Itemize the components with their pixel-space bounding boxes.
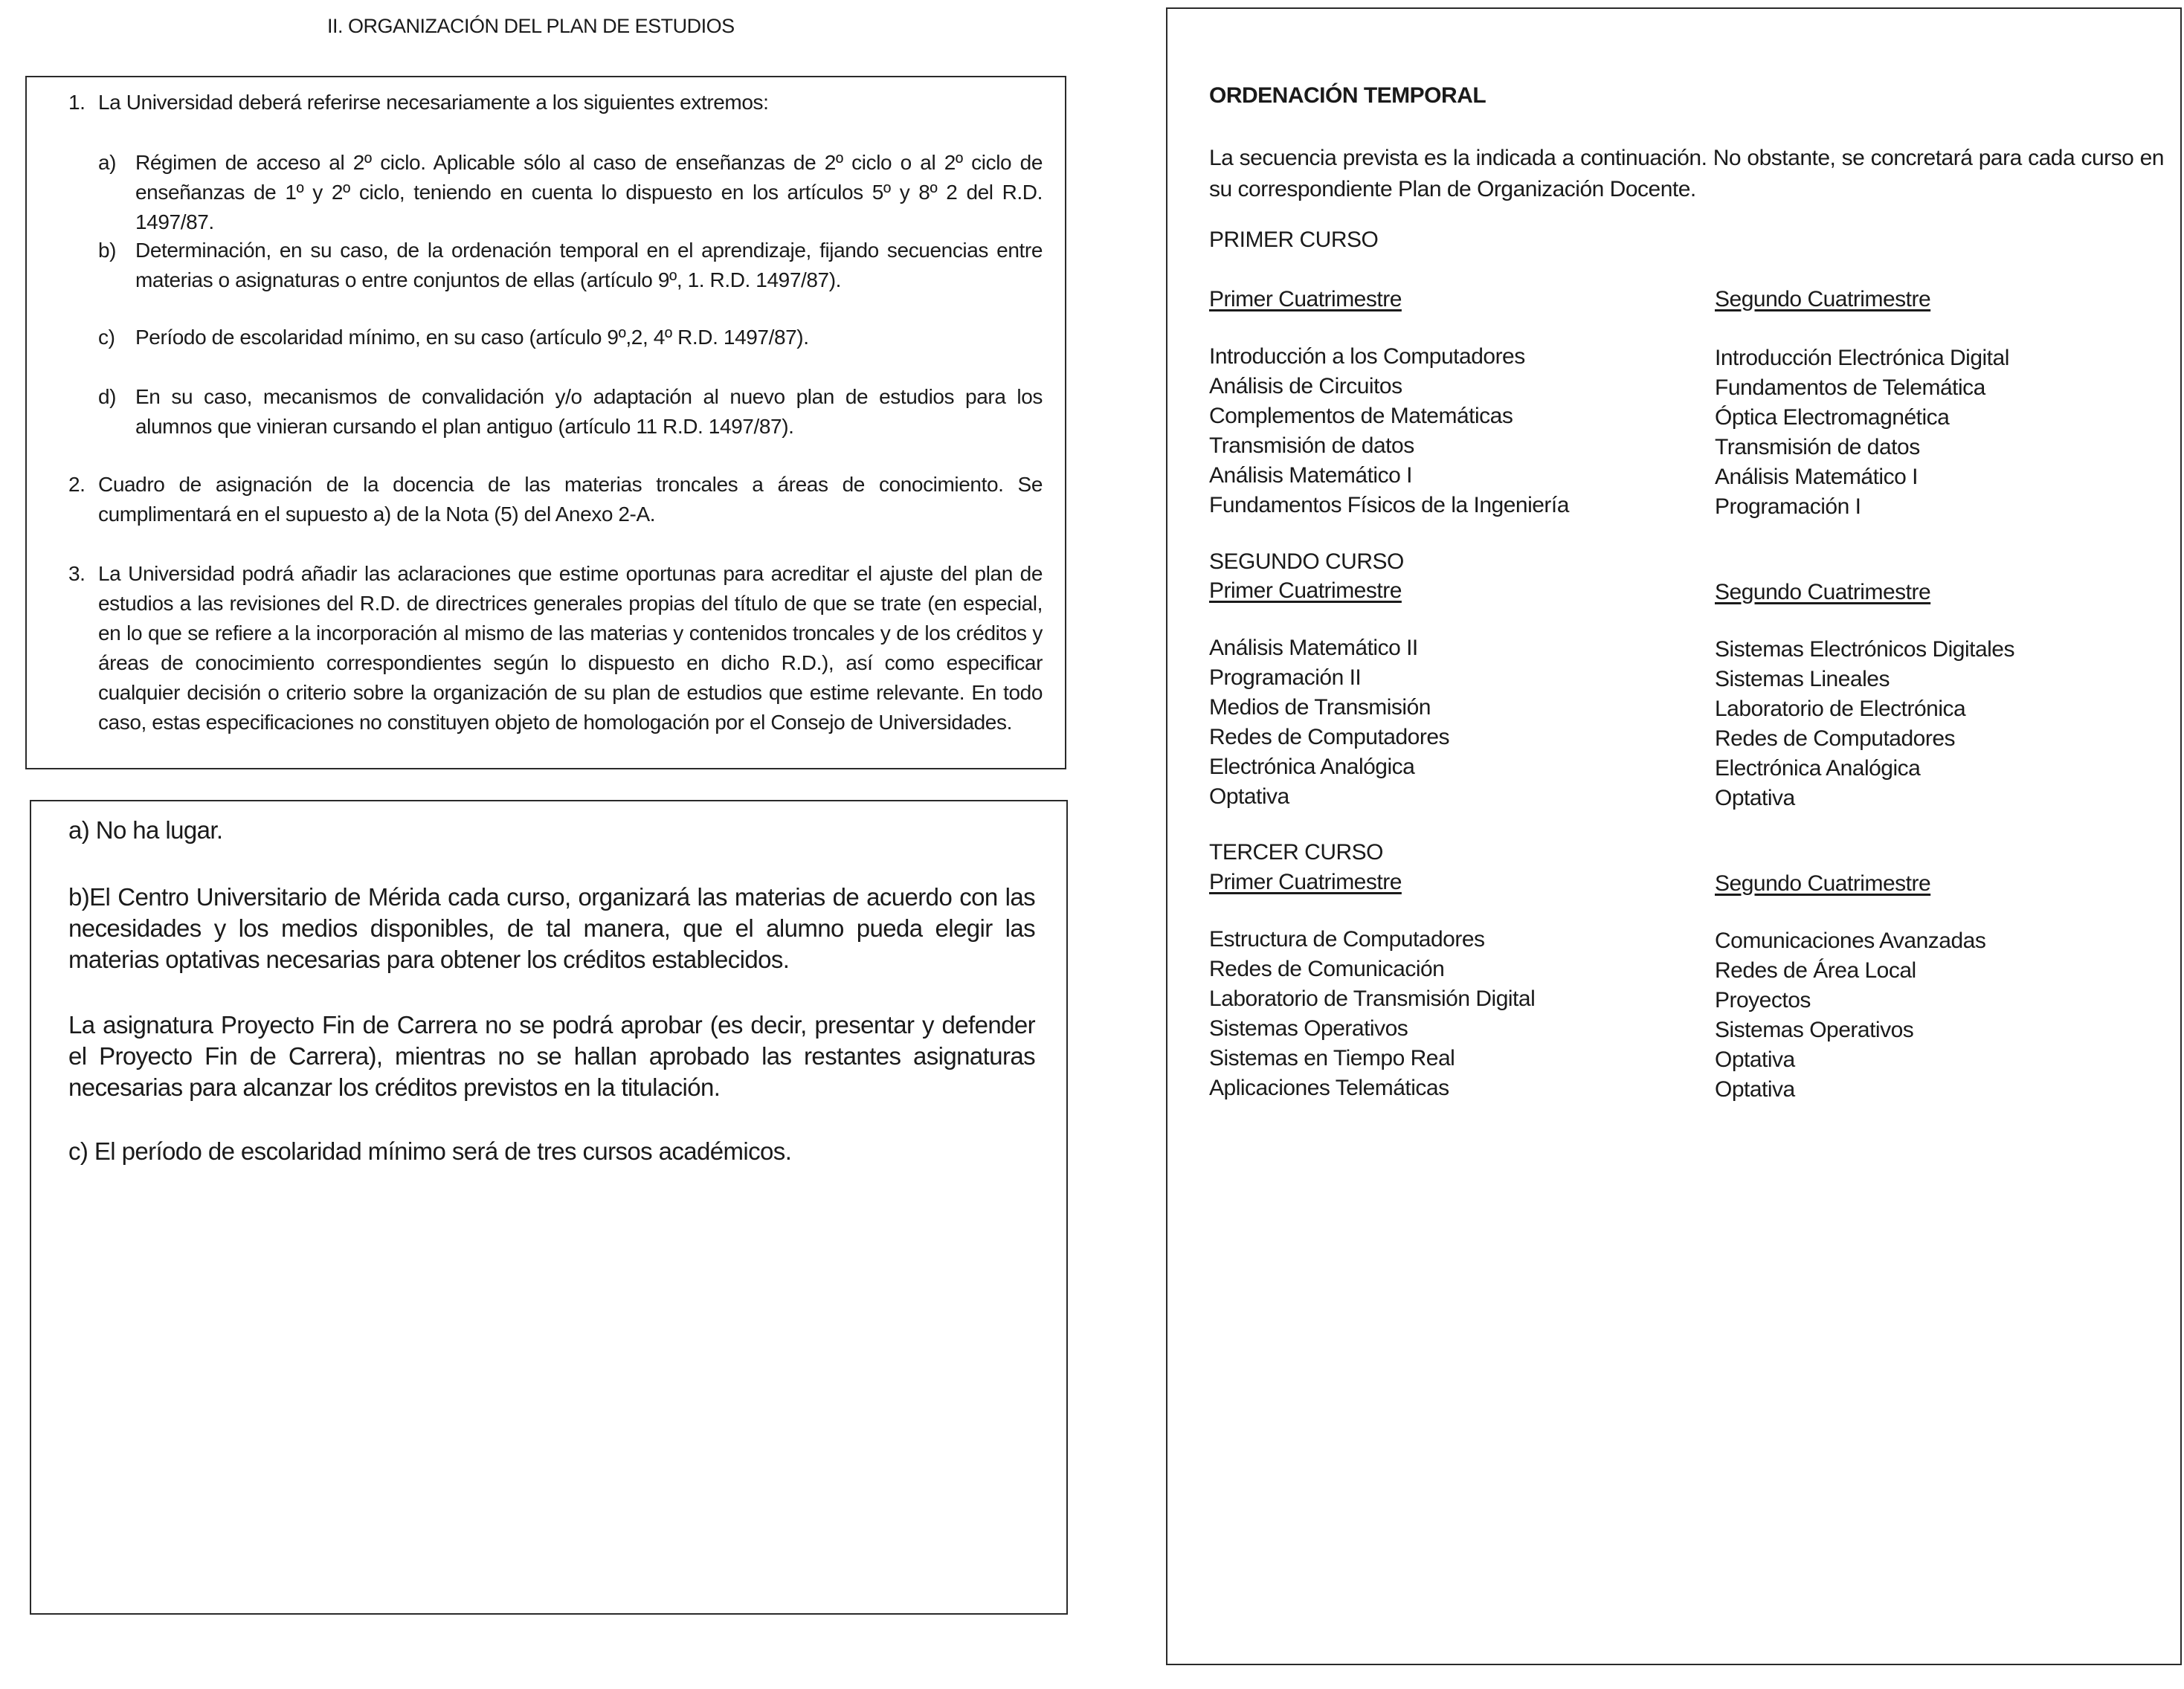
subject: Introducción a los Computadores	[1209, 344, 1525, 369]
subject: Optativa	[1715, 1077, 1795, 1102]
subject: Sistemas Operativos	[1715, 1018, 1914, 1042]
course-3-second-sem-list	[1715, 926, 1985, 1105]
course-2-first-sem-label: Primer Cuatrimestre	[1209, 578, 1402, 603]
subject: Estructura de Computadores	[1209, 927, 1485, 952]
requirement-1c	[98, 323, 1043, 352]
requirement-1b-text: Determinación, en su caso, de la ordenación temporal en el aprendizaje, fijando secuencias entre materias o asignaturas o entre conjuntos de ellas (artículo 9º, 1. R.D. 1497/87).	[135, 239, 1043, 291]
requirement-1-text: La Universidad deberá referirse necesariamente a los siguientes extremos:	[98, 91, 769, 114]
subject: Sistemas Electrónicos Digitales	[1715, 637, 2014, 662]
requirement-3-text: La Universidad podrá añadir las aclaraciones que estime oportunas para acreditar el ajuste del plan de estudios a las revisiones del R.D. de directrices generales propias del título de que se trate (en especial, en lo que se refiere a la incorporación al mismo de las materias y contenidos troncales y de los créditos y áreas de conocimiento correspondientes según lo dispuesto en dicho R.D.), así como especificar cualquier decisión o criterio sobre la organización de su plan de estudios que estime relevante. En todo caso, estas especificaciones no constituyen objeto de homologación por el Consejo de Universidades.	[98, 562, 1043, 734]
requirement-1a-text: Régimen de acceso al 2º ciclo. Aplicable sólo al caso de enseñanzas de 2º ciclo o al 2º ciclo de enseñanzas de 1º y 2º ciclo, teniendo en cuenta lo dispuesto en los artículos 5º y 8º 2 del R.D. 1497/87.	[135, 151, 1043, 233]
subject: Aplicaciones Telemáticas	[1209, 1076, 1449, 1100]
answer-a: a) No ha lugar.	[68, 816, 223, 844]
answer-proyecto: La asignatura Proyecto Fin de Carrera no se podrá aprobar (es decir, presentar y defender el Proyecto Fin de Carrera), mientras no se hallan aprobado las restantes asignaturas necesarias para alcanzar los créditos previstos en la titulación.	[68, 1011, 1035, 1101]
requirement-1c-text: Período de escolaridad mínimo, en su caso (artículo 9º,2, 4º R.D. 1497/87).	[135, 326, 809, 349]
subject: Proyectos	[1715, 988, 1811, 1013]
course-2-second-sem-list	[1715, 635, 2014, 813]
answer-c: c) El período de escolaridad mínimo será de tres cursos académicos.	[68, 1137, 792, 1165]
requirement-1-number: 1.	[68, 91, 86, 114]
course-1-second-sem-label: Segundo Cuatrimestre	[1715, 287, 1931, 311]
course-2-title: SEGUNDO CURSO	[1209, 549, 1404, 574]
subject: Análisis de Circuitos	[1209, 374, 1402, 398]
requirement-2-text: Cuadro de asignación de la docencia de las materias troncales a áreas de conocimiento. Se cumplimentará en el supuesto a) de la Nota (5) del Anexo 2-A.	[98, 473, 1043, 526]
answer-b: b)El Centro Universitario de Mérida cada curso, organizará las materias de acuerdo con las necesidades y los medios disponibles, de tal manera, que el alumno pueda elegir las materias optativas necesarias para obtener los créditos establecidos.	[68, 883, 1035, 973]
course-1-title: PRIMER CURSO	[1209, 227, 1379, 252]
ordenacion-box	[1166, 7, 2182, 1665]
subject: Redes de Área Local	[1715, 958, 1916, 983]
subject: Análisis Matemático I	[1209, 463, 1412, 488]
requirement-1d-letter: d)	[98, 385, 117, 408]
subject: Programación II	[1209, 665, 1362, 690]
subject: Transmisión de datos	[1715, 435, 1920, 459]
subject: Redes de Computadores	[1715, 726, 1956, 751]
course-2-first-sem-list	[1209, 633, 1449, 812]
course-1-first-sem-label: Primer Cuatrimestre	[1209, 287, 1402, 311]
subject: Complementos de Matemáticas	[1209, 404, 1513, 428]
subject: Transmisión de datos	[1209, 433, 1414, 458]
subject: Optativa	[1715, 1047, 1795, 1072]
subject: Optativa	[1209, 784, 1289, 809]
requirement-1c-letter: c)	[98, 326, 115, 349]
subject: Sistemas Operativos	[1209, 1016, 1408, 1041]
subject: Comunicaciones Avanzadas	[1715, 929, 1986, 953]
subject: Laboratorio de Electrónica	[1715, 697, 1966, 721]
subject: Introducción Electrónica Digital	[1715, 346, 2009, 370]
subject: Laboratorio de Transmisión Digital	[1209, 986, 1536, 1011]
subject: Análisis Matemático II	[1209, 636, 1418, 660]
requirement-1a-letter: a)	[98, 151, 117, 174]
ordenacion-intro: La secuencia prevista es la indicada a continuación. No obstante, se concretará para cada curso en su correspondiente Plan de Organización Docente.	[1209, 146, 2164, 201]
subject: Electrónica Analógica	[1715, 756, 1921, 781]
requirement-2-number: 2.	[68, 473, 86, 496]
requirements-box	[25, 76, 1066, 769]
requirement-1	[68, 88, 1043, 117]
subject: Fundamentos de Telemática	[1715, 375, 1985, 400]
course-3-title: TERCER CURSO	[1209, 840, 1384, 865]
requirement-1b	[98, 236, 1043, 295]
subject: Electrónica Analógica	[1209, 755, 1415, 779]
course-3-first-sem-list	[1209, 925, 1535, 1103]
requirement-1d	[98, 382, 1043, 442]
ordenacion-heading: ORDENACIÓN TEMPORAL	[1209, 83, 1486, 108]
requirement-1d-text: En su caso, mecanismos de convalidación y/o adaptación al nuevo plan de estudios para los alumnos que vinieran cursando el plan antiguo (artículo 11 R.D. 1497/87).	[135, 385, 1043, 438]
answers-box	[30, 800, 1068, 1615]
course-3-second-sem-label: Segundo Cuatrimestre	[1715, 871, 1931, 896]
requirement-1a	[98, 148, 1043, 237]
requirement-1b-letter: b)	[98, 239, 117, 262]
requirement-3	[68, 559, 1043, 737]
subject: Óptica Electromagnética	[1715, 405, 1950, 430]
subject: Redes de Computadores	[1209, 725, 1450, 749]
requirement-2	[68, 470, 1043, 529]
subject: Sistemas Lineales	[1715, 667, 1890, 691]
course-3-first-sem-label: Primer Cuatrimestre	[1209, 870, 1402, 894]
subject: Programación I	[1715, 494, 1861, 519]
subject: Sistemas en Tiempo Real	[1209, 1046, 1455, 1070]
subject: Medios de Transmisión	[1209, 695, 1431, 720]
page-title: II. ORGANIZACIÓN DEL PLAN DE ESTUDIOS	[327, 15, 735, 37]
requirement-3-number: 3.	[68, 562, 86, 585]
subject: Fundamentos Físicos de la Ingeniería	[1209, 493, 1569, 517]
subject: Redes de Comunicación	[1209, 957, 1445, 981]
subject: Análisis Matemático I	[1715, 465, 1918, 489]
course-2-second-sem-label: Segundo Cuatrimestre	[1715, 580, 1931, 604]
course-1-first-sem-list	[1209, 342, 1569, 520]
subject: Optativa	[1715, 786, 1795, 810]
course-1-second-sem-list	[1715, 343, 2009, 522]
